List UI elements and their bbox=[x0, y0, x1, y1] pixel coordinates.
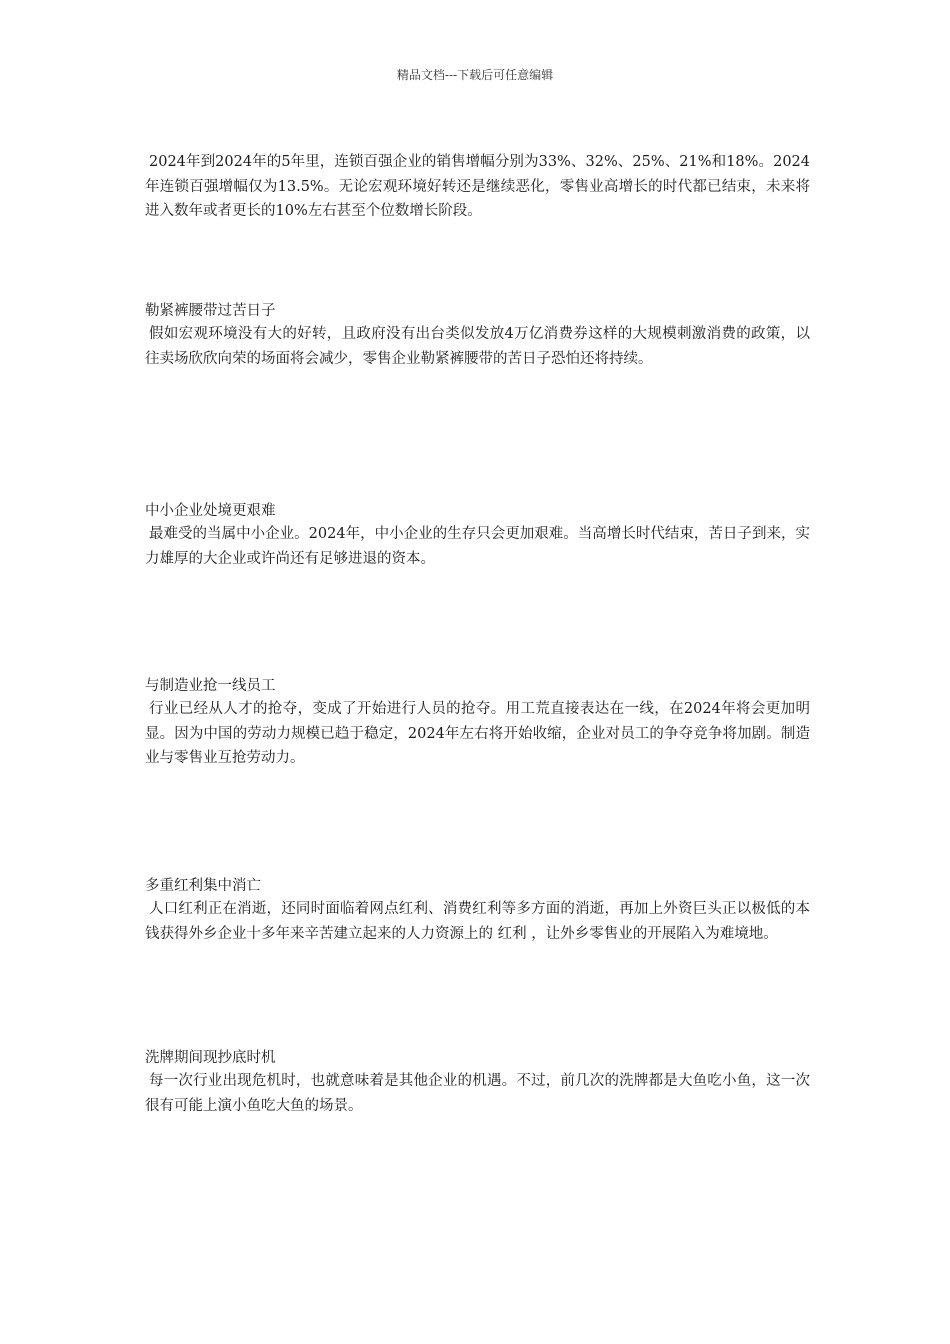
section-body: 人口红利正在消逝，还同时面临着网点红利、消费红利等多方面的消逝，再加上外资巨头正以极低的本钱获得外乡企业十多年来辛苦建立起来的人力资源上的 红利 ，让外乡零售业的开展陷入为难境地。 bbox=[145, 901, 810, 942]
section-tighten-belt bbox=[145, 300, 810, 371]
section-labor bbox=[145, 675, 810, 771]
section-body: 假如宏观环境没有大的好转，且政府没有出台类似发放4万亿消费券这样的大规模刺激消费的政策，以往卖场欣欣向荣的场面将会减少，零售企业勒紧裤腰带的苦日子恐怕还将持续。 bbox=[145, 326, 810, 367]
section-heading: 多重红利集中消亡 bbox=[145, 878, 261, 894]
section-reshuffle bbox=[145, 1047, 810, 1118]
page-header: 精品文档---下载后可任意编辑 bbox=[396, 68, 554, 82]
section-intro bbox=[145, 150, 810, 224]
section-dividends bbox=[145, 875, 810, 946]
section-body: 行业已经从人才的抢夺，变成了开始进行人员的抢夺。用工荒直接表达在一线，在2024年将会更加明显。因为中国的劳动力规模已趋于稳定，2024年左右将开始收缩，企业对员工的争夺竞争将加剧。制造业与零售业互抢劳动力。 bbox=[145, 701, 810, 766]
section-heading: 勒紧裤腰带过苦日子 bbox=[145, 303, 276, 319]
section-body: 最难受的当属中小企业。2024年，中小企业的生存只会更加艰难。当高增长时代结束，苦日子到来，实力雄厚的大企业或许尚还有足够进退的资本。 bbox=[145, 526, 810, 567]
section-body: 2024年到2024年的5年里，连锁百强企业的销售增幅分别为33%、32%、25%、21%和18%。2024年连锁百强增幅仅为13.5%。无论宏观环境好转还是继续恶化，零售业高增长的时代都已结束，未来将进入数年或者更长的10%左右甚至个位数增长阶段。 bbox=[145, 154, 810, 219]
section-heading: 洗牌期间现抄底时机 bbox=[145, 1050, 276, 1066]
section-smes bbox=[145, 500, 810, 571]
section-heading: 与制造业抢一线员工 bbox=[145, 678, 276, 694]
section-heading: 中小企业处境更艰难 bbox=[145, 503, 276, 519]
section-body: 每一次行业出现危机时，也就意味着是其他企业的机遇。不过，前几次的洗牌都是大鱼吃小鱼，这一次很有可能上演小鱼吃大鱼的场景。 bbox=[145, 1073, 810, 1114]
